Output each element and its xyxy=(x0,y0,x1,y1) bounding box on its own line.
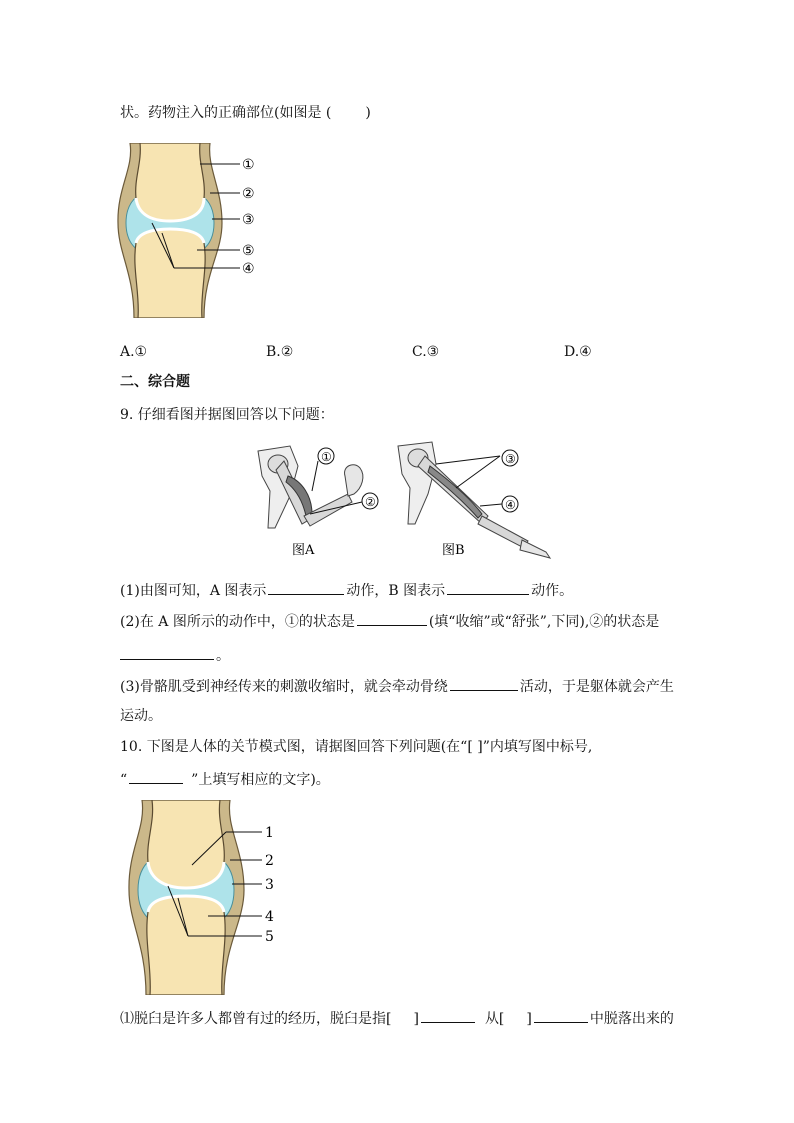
answer-blank[interactable] xyxy=(534,1008,588,1023)
joint1-label: ① xyxy=(242,157,255,173)
fig-caption-a: 图A xyxy=(292,543,315,558)
arm-label: ② xyxy=(365,495,376,509)
intro-line: 状。药物注入的正确部位(如图是 ( ) xyxy=(120,105,371,121)
q10-stem: 10. 下图是人体的关节模式图，请据图回答下列问题(在“[ ]”内填写图中标号, xyxy=(120,739,593,755)
joint2-label: 3 xyxy=(265,877,274,893)
option-a[interactable]: A.① xyxy=(120,344,148,360)
joint2-label: 4 xyxy=(265,909,274,925)
answer-blank[interactable] xyxy=(268,580,344,595)
joint1-label: ② xyxy=(242,186,255,202)
q9-part1: (1)由图可知，A 图表示 动作，B 图表示 动作。 xyxy=(120,580,573,601)
joint1-label: ③ xyxy=(242,212,255,228)
answer-blank[interactable] xyxy=(120,645,214,660)
joint1-label: ④ xyxy=(242,261,255,277)
section-heading: 二、综合题 xyxy=(120,374,190,390)
option-d[interactable]: D.④ xyxy=(564,344,592,360)
answer-blank[interactable] xyxy=(447,580,529,595)
option-c[interactable]: C.③ xyxy=(412,344,440,360)
arm-label: ① xyxy=(321,450,332,464)
answer-blank[interactable] xyxy=(357,611,427,626)
answer-blank[interactable] xyxy=(421,1008,475,1023)
joint2-label: 1 xyxy=(265,825,274,841)
joint2-label: 5 xyxy=(265,929,274,945)
arm-label: ④ xyxy=(505,498,516,512)
fig-caption-b: 图B xyxy=(442,543,465,558)
joint2-label: 2 xyxy=(265,853,274,869)
answer-blank[interactable] xyxy=(450,676,518,691)
q9-part2: (2)在 A 图所示的动作中，①的状态是 (填“收缩”或“舒张”,下同),②的状态是 xyxy=(120,611,659,632)
joint-diagram-2 xyxy=(122,800,292,995)
q10-part1: ⑴脱臼是许多人都曾有过的经历，脱臼是指[ ] 从[ ] 中脱落出来的 xyxy=(120,1008,674,1029)
arm-diagram xyxy=(250,436,555,561)
q9-part2-cont: 。 xyxy=(120,645,230,666)
q9-part3-cont: 运动。 xyxy=(120,708,162,724)
q9-part3: (3)骨骼肌受到神经传来的刺激收缩时，就会牵动骨绕 活动，于是躯体就会产生 xyxy=(120,676,674,697)
arm-label: ③ xyxy=(505,452,516,466)
q9-stem: 9. 仔细看图并据图回答以下问题： xyxy=(120,407,334,423)
answer-blank xyxy=(129,769,183,784)
joint-diagram-1 xyxy=(112,143,272,318)
joint1-label: ⑤ xyxy=(242,243,255,259)
q10-stem-cont: “ ”上填写相应的文字)。 xyxy=(120,769,330,790)
option-b[interactable]: B.② xyxy=(266,344,294,360)
